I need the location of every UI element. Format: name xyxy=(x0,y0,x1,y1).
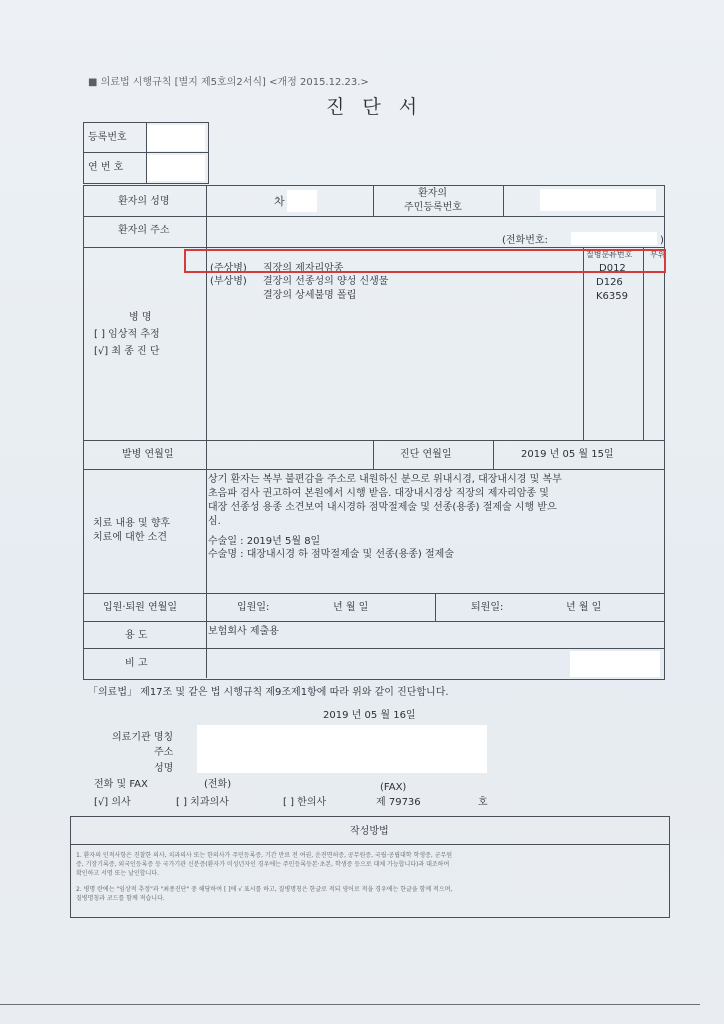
remarks-label: 비 고 xyxy=(125,658,148,669)
purpose-value: 보험회사 제출용 xyxy=(208,626,279,637)
part-column-header: 부위 xyxy=(650,250,666,259)
certification-date: 2019 년 05 월 16일 xyxy=(323,710,416,721)
diagnosis-date-value: 2019 년 05 월 15일 xyxy=(521,449,614,460)
rrn-label-line2: 주민등록번호 xyxy=(404,202,462,213)
sub-diagnosis-text-2: 결장의 상세불명 폴립 xyxy=(263,290,357,301)
institution-phone-label: (전화) xyxy=(204,779,232,790)
phone-fax-label: 전화 및 FAX xyxy=(94,779,148,790)
disease-code: D126 xyxy=(596,277,623,288)
admission-in-label: 입원일: xyxy=(237,602,270,613)
form-header: ■ 의료법 시행규칙 [별지 제5호의2서식] <개정 2015.12.23.> xyxy=(88,77,369,88)
rrn-label-line1: 환자의 xyxy=(418,188,447,199)
final-diagnosis-option: [√] 최 종 진 단 xyxy=(94,346,160,357)
highlight-box xyxy=(184,249,666,273)
treatment-line: 심. xyxy=(208,516,221,527)
patient-name-label: 환자의 성명 xyxy=(118,196,170,207)
disease-code: K6359 xyxy=(596,291,629,302)
instruction-line: 확인하고 서명 또는 날인합니다. xyxy=(76,870,159,877)
patient-name-value: 차 xyxy=(274,195,285,208)
instruction-line: 질병명칭과 코드를 함께 적습니다. xyxy=(76,895,165,902)
treatment-line: 초음파 검사 권고하여 본원에서 시행 받음. 대장내시경상 직장의 제자리암종 및 xyxy=(208,488,549,499)
treatment-line: 대장 선종성 용종 소견보여 내시경하 점막절제술 및 선종(용종) 절제술 시행 받으 xyxy=(208,502,557,513)
clinical-estimate-option: [ ] 임상적 추정 xyxy=(94,329,160,340)
license-suffix: 호 xyxy=(478,797,488,808)
address-label: 환자의 주소 xyxy=(118,225,170,236)
main-diagnosis-text: 직장의 제자리암종 xyxy=(263,263,344,274)
page-title: 진 단 서 xyxy=(326,96,424,118)
admission-label: 입원·퇴원 연월일 xyxy=(103,602,177,613)
purpose-label: 용 도 xyxy=(125,630,148,641)
reg-no-label: 등록번호 xyxy=(88,132,127,143)
role-dentist: [ ] 치과의사 xyxy=(176,797,229,808)
phone-label: (전화번호: xyxy=(502,235,548,246)
redaction xyxy=(147,155,205,181)
serial-no-label: 연 번 호 xyxy=(88,162,124,173)
disease-code: D012 xyxy=(599,263,626,274)
treatment-line: 상기 환자는 복부 불편감을 주소로 내원하신 분으로 위내시경, 대장내시경 및 복부 xyxy=(208,474,562,485)
doctor-name-label: 성명 xyxy=(154,763,174,774)
instruction-line: 2. 병명 란에는 "임상적 추정"과 "최종진단" 중 해당하여 [ ]에 √ 표시를 하고, 질병명칭은 한글로 적되 영어로 적을 경우에는 한글을 함께 적으며, xyxy=(76,886,453,893)
redaction xyxy=(571,232,657,245)
redaction xyxy=(197,725,487,773)
role-oriental: [ ] 한의사 xyxy=(283,797,327,808)
institution-fax-label: (FAX) xyxy=(380,782,407,793)
redaction xyxy=(287,190,317,212)
treatment-label-line1: 치료 내용 및 향후 xyxy=(93,518,171,529)
admission-out-value: 년 월 일 xyxy=(566,602,602,613)
diagnosis-row-label: 병 명 xyxy=(129,312,152,323)
certification-statement: 「의료법」 제17조 및 같은 법 시행규칙 제9조제1항에 따라 위와 같이 진단합니다. xyxy=(88,687,449,698)
institution-address-label: 주소 xyxy=(154,747,174,758)
license-number: 제 79736 xyxy=(376,797,421,808)
redaction xyxy=(570,651,660,677)
role-doctor: [√] 의사 xyxy=(94,797,131,808)
scan-edge-line xyxy=(0,1004,700,1005)
diagnosis-date-label: 진단 연월일 xyxy=(400,449,452,460)
instruction-line: 1. 환자의 인적사항은 진찰한 의사, 치과의사 또는 한의사가 주민등록증, 기간 만료 전 여권, 운전면허증, 공무원증, 국립·공립대학 학생증, 군무원 xyxy=(76,852,453,859)
sub-diagnosis-label: (부상병) xyxy=(210,276,247,287)
phone-close: ) xyxy=(660,235,664,246)
admission-in-value: 년 월 일 xyxy=(333,602,369,613)
institution-name-label: 의료기관 명칭 xyxy=(112,732,174,743)
sub-diagnosis-text-1: 결장의 선종성의 양성 신생물 xyxy=(263,276,389,287)
admission-out-label: 퇴원일: xyxy=(471,602,504,613)
onset-date-label: 발병 연월일 xyxy=(122,449,174,460)
surgery-date: 수술일 : 2019년 5월 8일 xyxy=(208,536,321,547)
surgery-name: 수술명 : 대장내시경 하 점막절제술 및 선종(용종) 절제술 xyxy=(208,549,454,560)
redaction xyxy=(540,189,656,211)
instructions-heading: 작성방법 xyxy=(350,826,389,837)
instruction-line: 증, 기장기록증, 외국인등록증 등 국가기관 신분증(환자가 미성년자인 경우에는 주민등록등본·초본, 학생증 등으로 대체 가능합니다)과 대조하여 xyxy=(76,861,450,868)
code-column-header: 질병분류번호 xyxy=(586,250,633,259)
main-diagnosis-label: (주상병) xyxy=(210,263,247,274)
treatment-label-line2: 치료에 대한 소견 xyxy=(93,532,167,543)
redaction xyxy=(147,125,205,151)
